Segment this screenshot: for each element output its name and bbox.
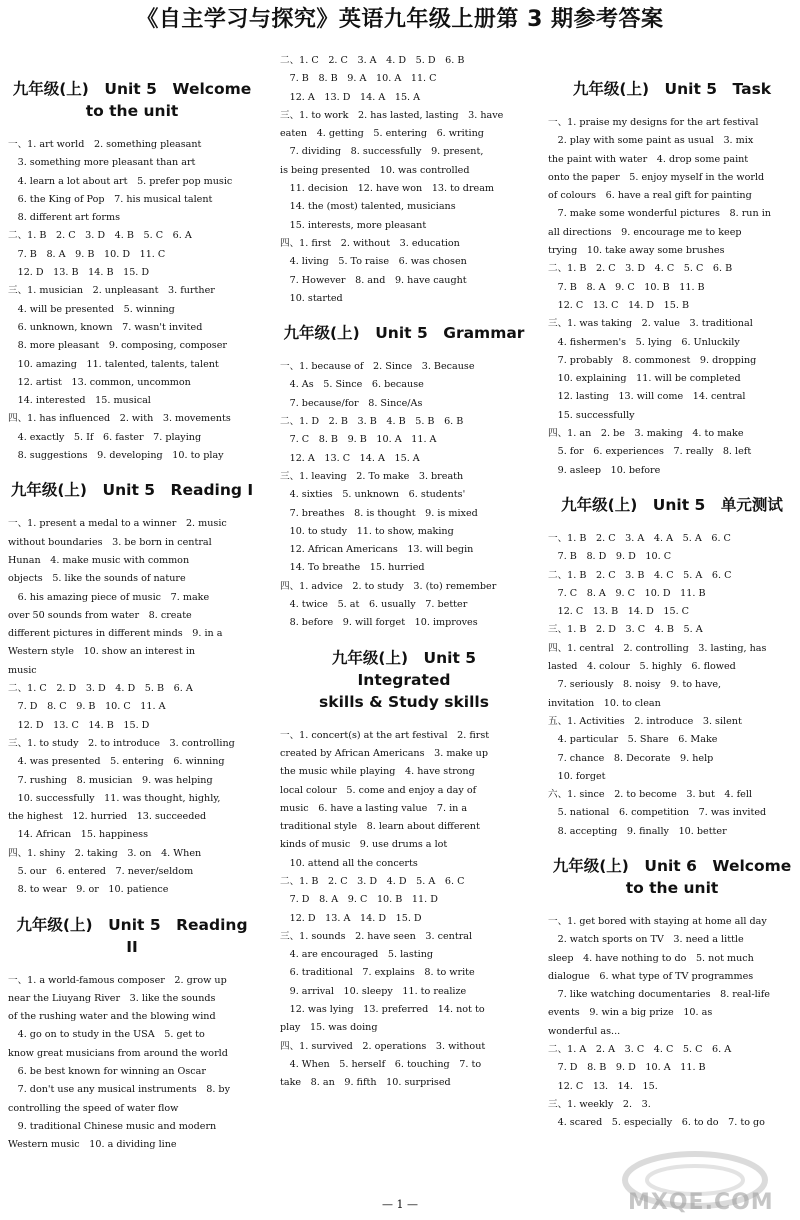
answer-block	[280, 52, 528, 308]
answer-line: onto the paper 5. enjoy myself in the world	[548, 171, 765, 183]
answer-line: 7. C 8. B 9. B 10. A 11. A	[280, 434, 437, 446]
answer-section	[8, 914, 256, 1155]
answer-line: 7. breathes 8. is thought 9. is mixed	[280, 507, 478, 519]
answer-line: 一、1. art world 2. something pleasant	[8, 139, 202, 150]
answer-line: sleep 4. have nothing to do 5. not much	[548, 952, 754, 964]
answer-column-2	[280, 52, 528, 1099]
answer-line: 二、1. C 2. D 3. D 4. D 5. B 6. A	[8, 683, 193, 695]
answer-line: 二、1. B 2. C 3. B 4. C 5. A 6. C	[548, 569, 732, 581]
answer-line: 二、1. B 2. C 3. D 4. D 5. A 6. C	[280, 875, 465, 887]
answer-line: 三、1. was taking 2. value 3. traditional	[548, 318, 753, 330]
answer-section	[548, 78, 796, 480]
answer-column-3	[548, 52, 796, 1139]
answer-line: Western style 10. show an interest in	[8, 646, 196, 658]
answer-line: of colours 6. have a real gift for painting	[548, 190, 752, 202]
answer-line: 一、1. B 2. C 3. A 4. A 5. A 6. C	[548, 532, 731, 544]
answer-line: 7. D 8. B 9. D 10. A 11. B	[548, 1062, 706, 1074]
answer-line: without boundaries 3. be born in central	[8, 536, 212, 548]
answer-line: 四、1. survived 2. operations 3. without	[280, 1040, 486, 1052]
answer-line: 4. living 5. To raise 6. was chosen	[280, 256, 467, 268]
answer-line: 10. attend all the concerts	[280, 857, 418, 869]
answer-line: 四、1. shiny 2. taking 3. on 4. When	[8, 847, 202, 859]
answer-block	[548, 913, 796, 1133]
answer-line: kinds of music 9. use drums a lot	[280, 839, 448, 851]
answer-line: 8. to wear 9. or 10. patience	[8, 884, 169, 896]
answer-line: 6. unknown, known 7. wasn't invited	[8, 321, 203, 333]
answer-line: 6. the King of Pop 7. his musical talent	[8, 193, 213, 205]
answer-line: 4. will be presented 5. winning	[8, 303, 175, 315]
answer-section	[280, 322, 528, 632]
answer-line: 14. African 15. happiness	[8, 829, 148, 841]
answer-section	[548, 494, 796, 841]
answer-line: 7. However 8. and 9. have caught	[280, 274, 467, 286]
answer-line: 2. watch sports on TV 3. need a little	[548, 934, 744, 946]
answer-line: eaten 4. getting 5. entering 6. writing	[280, 128, 484, 140]
section-title: 九年级(上) Unit 6 Welcome to the unit	[552, 856, 792, 897]
answer-line: take 8. an 9. fifth 10. surprised	[280, 1077, 451, 1089]
answer-line: 7. don't use any musical instruments 8. by	[8, 1084, 230, 1096]
answer-line: 一、1. concert(s) at the art festival 2. first	[280, 729, 490, 741]
answer-section	[280, 52, 528, 308]
answer-line: 4. are encouraged 5. lasting	[280, 949, 434, 961]
answer-line: Hunan 4. make music with common	[8, 554, 190, 566]
answer-line: 7. rushing 8. musician 9. was helping	[8, 774, 213, 786]
answer-line: 4. particular 5. Share 6. Make	[548, 734, 718, 746]
answer-line: 三、1. B 2. D 3. C 4. B 5. A	[548, 624, 703, 636]
answer-line: created by African Americans 3. make up	[280, 747, 489, 759]
answer-line: 三、1. sounds 2. have seen 3. central	[280, 930, 473, 942]
answer-block	[280, 358, 528, 632]
answer-line: 14. interested 15. musical	[8, 395, 151, 407]
answer-line: 14. the (most) talented, musicians	[280, 201, 456, 213]
answer-line: 7. because/for 8. Since/As	[280, 397, 423, 409]
answer-line: 12. D 13. B 14. B 15. D	[8, 267, 150, 279]
section-title: 九年级(上) Unit 5 Reading II	[16, 915, 248, 956]
section-title: 九年级(上) Unit 5 Welcome to the unit	[12, 80, 252, 120]
answer-line: 12. C 13. 14. 15.	[548, 1080, 658, 1092]
section-title: 九年级(上) Unit 5 Task	[572, 80, 772, 98]
answer-line: 7. B 8. B 9. A 10. A 11. C	[280, 73, 437, 85]
section-title: 九年级(上) Unit 5 Grammar	[283, 324, 525, 343]
answer-line: 四、1. an 2. be 3. making 4. to make	[548, 428, 744, 440]
answer-line: 三、1. musician 2. unpleasant 3. further	[8, 285, 215, 297]
answer-section	[280, 647, 528, 1093]
answer-line: 4. sixties 5. unknown 6. students'	[280, 489, 466, 501]
answer-block	[548, 530, 796, 841]
answer-line: 四、1. has influenced 2. with 3. movements	[8, 413, 231, 425]
answer-line: 7. seriously 8. noisy 9. to have,	[548, 679, 722, 691]
answer-line: 2. play with some paint as usual 3. mix	[548, 135, 754, 147]
answer-line: different pictures in different minds 9. in a	[8, 628, 223, 640]
answer-line: 一、1. get bored with staying at home all day	[548, 915, 767, 927]
answer-line: 4. fishermen's 5. lying 6. Unluckily	[548, 336, 740, 348]
answer-line: 11. decision 12. have won 13. to dream	[280, 183, 495, 195]
answer-block	[280, 727, 528, 1093]
answer-line: 12. was lying 13. preferred 14. not to	[280, 1004, 485, 1016]
answer-block	[8, 515, 256, 899]
answer-line: 7. D 8. A 9. C 10. B 11. D	[280, 894, 438, 906]
answer-line: 12. lasting 13. will come 14. central	[548, 391, 746, 403]
answer-line: 10. forget	[548, 770, 606, 782]
answer-line: 12. A 13. C 14. A 15. A	[280, 452, 420, 464]
answer-line: 一、1. a world-famous composer 2. grow up	[8, 974, 227, 986]
answer-line: controlling the speed of water flow	[8, 1102, 179, 1114]
answer-line: 6. be best known for winning an Oscar	[8, 1066, 206, 1078]
section-title: 九年级(上) Unit 5 单元测试	[561, 495, 783, 514]
answer-line: 10. to study 11. to show, making	[280, 525, 454, 537]
answer-line: 4. twice 5. at 6. usually 7. better	[280, 599, 468, 611]
answer-line: is being presented 10. was controlled	[280, 164, 470, 176]
answer-line: 4. learn a lot about art 5. prefer pop music	[8, 175, 233, 187]
answer-line: 二、1. C 2. C 3. A 4. D 5. D 6. B	[280, 55, 465, 66]
answer-line: 4. go on to study in the USA 5. get to	[8, 1029, 205, 1041]
answer-line: 7. dividing 8. successfully 9. present,	[280, 146, 484, 158]
answer-line: 三、1. weekly 2. 3.	[548, 1098, 651, 1110]
answer-line: 六、1. since 2. to become 3. but 4. fell	[548, 789, 752, 801]
answer-line: 9. arrival 10. sleepy 11. to realize	[280, 985, 467, 997]
answer-line: 一、1. because of 2. Since 3. Because	[280, 361, 475, 373]
answer-line: 9. traditional Chinese music and modern	[8, 1120, 217, 1132]
answer-line: 二、1. A 2. A 3. C 4. C 5. C 6. A	[548, 1044, 732, 1056]
answer-line: 5. national 6. competition 7. was invited	[548, 807, 767, 819]
answer-line: 7. chance 8. Decorate 9. help	[548, 752, 714, 764]
answer-line: over 50 sounds from water 8. create	[8, 609, 192, 621]
answer-line: 7. C 8. A 9. C 10. D 11. B	[548, 587, 706, 599]
page-title: 《自主学习与探究》英语九年级上册第 3 期参考答案	[136, 7, 664, 32]
answer-line: 15. successfully	[548, 409, 635, 421]
answer-line: 4. scared 5. especially 6. to do 7. to go	[548, 1117, 765, 1129]
answer-line: 4. As 5. Since 6. because	[280, 379, 424, 391]
answer-line: 五、1. Activities 2. introduce 3. silent	[548, 715, 742, 727]
answer-line: 12. D 13. A 14. D 15. D	[280, 912, 422, 924]
answer-line: 12. African Americans 13. will begin	[280, 544, 474, 556]
answer-line: 10. explaining 11. will be completed	[548, 373, 741, 385]
answer-line: 8. before 9. will forget 10. improves	[280, 617, 478, 629]
answer-line: 6. his amazing piece of music 7. make	[8, 591, 210, 603]
answer-line: 7. D 8. C 9. B 10. C 11. A	[8, 701, 166, 713]
answer-line: 8. different art forms	[8, 212, 120, 224]
answer-line: 四、1. central 2. controlling 3. lasting, has	[548, 642, 767, 654]
answer-line: 10. amazing 11. talented, talents, talent	[8, 358, 219, 370]
answer-line: invitation 10. to clean	[548, 697, 661, 709]
answer-line: music	[8, 664, 37, 676]
answer-line: 5. for 6. experiences 7. really 8. left	[548, 446, 752, 458]
answer-line: 4. When 5. herself 6. touching 7. to	[280, 1058, 482, 1070]
answer-line: the music while playing 4. have strong	[280, 766, 475, 778]
section-title: 九年级(上) Unit 5 Reading I	[10, 481, 254, 500]
answer-line: 14. To breathe 15. hurried	[280, 562, 425, 574]
answer-line: of the rushing water and the blowing wind	[8, 1011, 216, 1023]
answer-line: 12. C 13. B 14. D 15. C	[548, 606, 690, 618]
answer-line: 7. B 8. A 9. C 10. B 11. B	[548, 281, 705, 293]
section-title: 九年级(上) Unit 5 Integrated skills & Study skills	[319, 648, 492, 711]
answer-line: 7. like watching documentaries 8. real-life	[548, 989, 770, 1001]
answer-line: 7. probably 8. commonest 9. dropping	[548, 354, 757, 366]
answer-block	[8, 136, 256, 465]
answer-line: 15. interests, more pleasant	[280, 219, 427, 231]
answer-line: 12. artist 13. common, uncommon	[8, 376, 191, 388]
answer-line: lasted 4. colour 5. highly 6. flowed	[548, 661, 736, 673]
answer-line: 三、1. to work 2. has lasted, lasting 3. have	[280, 109, 504, 121]
answer-line: 二、1. B 2. C 3. D 4. C 5. C 6. B	[548, 263, 733, 275]
answer-line: 8. suggestions 9. developing 10. to play	[8, 450, 224, 462]
answer-line: 三、1. leaving 2. To make 3. breath	[280, 470, 464, 482]
answer-line: 二、1. B 2. C 3. D 4. B 5. C 6. A	[8, 230, 192, 242]
answer-line: 三、1. to study 2. to introduce 3. controlling	[8, 737, 235, 749]
answer-line: 10. successfully 11. was thought, highly,	[8, 792, 221, 804]
answer-line: 一、1. praise my designs for the art festival	[548, 117, 759, 128]
answer-line: 7. make some wonderful pictures 8. run in	[548, 208, 771, 220]
watermark-text: MXQE.COM	[628, 1190, 774, 1215]
answer-line: the paint with water 4. drop some paint	[548, 153, 749, 165]
answer-section	[8, 78, 256, 465]
answer-line: 7. B 8. A 9. B 10. D 11. C	[8, 248, 166, 260]
answer-line: wonderful as...	[548, 1025, 621, 1037]
page-number: — 1 —	[382, 1198, 418, 1211]
answer-line: events 9. win a big prize 10. as	[548, 1007, 713, 1019]
answer-line: 5. our 6. entered 7. never/seldom	[8, 865, 194, 877]
answer-line: objects 5. like the sounds of nature	[8, 573, 186, 585]
answer-line: traditional style 8. learn about different	[280, 821, 480, 833]
answer-line: 12. D 13. C 14. B 15. D	[8, 719, 150, 731]
answer-line: 一、1. present a medal to a winner 2. music	[8, 518, 227, 530]
answer-line: 8. more pleasant 9. composing, composer	[8, 340, 227, 352]
answer-line: 9. asleep 10. before	[548, 464, 661, 476]
answer-line: Western music 10. a dividing line	[8, 1139, 177, 1151]
answer-line: know great musicians from around the world	[8, 1047, 228, 1059]
answer-line: all directions 9. encourage me to keep	[548, 226, 742, 238]
answer-line: the highest 12. hurried 13. succeeded	[8, 811, 207, 823]
answer-line: near the Liuyang River 3. like the sounds	[8, 992, 216, 1004]
answer-line: 四、1. advice 2. to study 3. (to) remember	[280, 580, 497, 592]
answer-line: 4. exactly 5. If 6. faster 7. playing	[8, 431, 202, 443]
answer-line: local colour 5. come and enjoy a day of	[280, 784, 477, 796]
answer-line: 7. B 8. D 9. D 10. C	[548, 551, 672, 563]
answer-line: play 15. was doing	[280, 1022, 378, 1034]
answer-line: 8. accepting 9. finally 10. better	[548, 825, 727, 837]
answer-line: 3. something more pleasant than art	[8, 157, 196, 169]
answer-line: 6. traditional 7. explains 8. to write	[280, 967, 475, 979]
answer-column-1	[8, 52, 256, 1161]
answer-line: 二、1. D 2. B 3. B 4. B 5. B 6. B	[280, 416, 464, 428]
answer-line: 10. started	[280, 292, 343, 304]
answer-line: trying 10. take away some brushes	[548, 245, 725, 257]
answer-line: 四、1. first 2. without 3. education	[280, 237, 460, 249]
answer-block	[548, 114, 796, 480]
answer-line: 4. was presented 5. entering 6. winning	[8, 756, 225, 768]
answer-block	[8, 972, 256, 1155]
answer-section	[8, 479, 256, 899]
answer-line: 12. C 13. C 14. D 15. B	[548, 299, 690, 311]
answer-line: music 6. have a lasting value 7. in a	[280, 802, 468, 814]
answer-section	[548, 855, 796, 1133]
answer-line: dialogue 6. what type of TV programmes	[548, 970, 754, 982]
answer-line: 12. A 13. D 14. A 15. A	[280, 91, 421, 103]
